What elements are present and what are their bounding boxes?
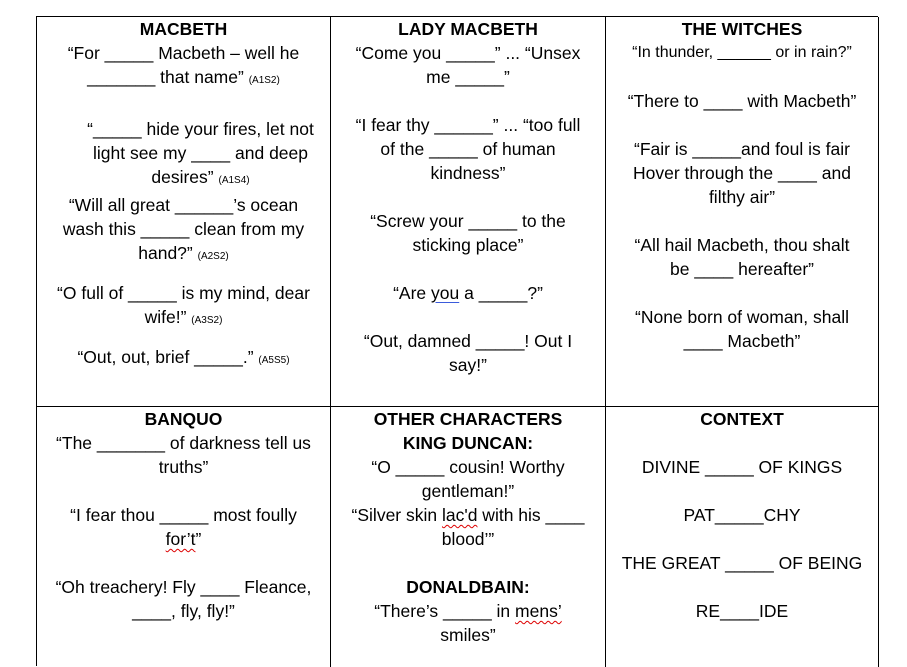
context-item-3: THE GREAT _____ OF BEING <box>621 553 863 573</box>
spellcheck-word: mens’ <box>515 601 562 621</box>
spellcheck-word: for’t <box>165 529 196 549</box>
lady-macbeth-heading: LADY MACBETH <box>398 19 538 39</box>
witches-quote-2: “There to ____ with Macbeth” <box>627 91 857 111</box>
lady-macbeth-quote-2: “I fear thy ______” ... “too full of the _____ of human kindness” <box>355 115 581 183</box>
macbeth-quote-3: “Will all great ______’s ocean wash this _____ clean from my hand?” (A2S2) <box>62 195 305 263</box>
macbeth-quote-1: “For _____ Macbeth – well he _______ that name” (A1S2) <box>67 43 300 87</box>
banquo-heading: BANQUO <box>144 409 223 429</box>
donalbain-quote-1: “There’s _____ in mens’ smiles” <box>374 601 562 645</box>
lady-macbeth-quote-4: “Are you a _____?” <box>393 283 543 303</box>
banquo-quote-1: “The _______ of darkness tell us truths” <box>56 433 311 477</box>
witches-heading: THE WITCHES <box>681 19 803 39</box>
revision-grid <box>36 16 878 666</box>
act-scene-ref: (A5S5) <box>258 355 290 366</box>
lady-macbeth-cell <box>331 17 606 407</box>
lady-macbeth-quote-1: “Come you _____” ... “Unsex me _____” <box>355 43 581 87</box>
act-scene-ref: (A1S2) <box>248 75 280 86</box>
witches-cell <box>606 17 879 407</box>
act-scene-ref: (A2S2) <box>197 251 229 262</box>
underlined-word: you <box>431 283 460 303</box>
macbeth-heading: MACBETH <box>139 19 228 39</box>
spellcheck-word: lac'd <box>441 505 478 525</box>
macbeth-cell <box>37 17 331 407</box>
act-scene-ref: (A3S2) <box>191 315 223 326</box>
donalbain-heading: DONALDBAIN: <box>406 577 530 597</box>
macbeth-quote-4: “O full of _____ is my mind, dear wife!” (A3S2) <box>57 283 310 327</box>
act-scene-ref: (A1S4) <box>218 175 250 186</box>
witches-quote-3: “Fair is _____and foul is fair Hover through the ____ and filthy air” <box>633 139 851 207</box>
context-heading: CONTEXT <box>700 409 784 429</box>
banquo-quote-2: “I fear thou _____ most foully for’t” <box>70 505 297 549</box>
context-cell <box>606 407 879 667</box>
context-item-4: RE____IDE <box>695 601 789 621</box>
context-item-1: DIVINE _____ OF KINGS <box>641 457 843 477</box>
witches-quote-5: “None born of woman, shall ____ Macbeth” <box>635 307 849 351</box>
other-characters-heading: OTHER CHARACTERS <box>373 409 563 429</box>
macbeth-quote-2: “_____ hide your fires, let not light see my ____ and deep desires” (A1S4) <box>87 119 314 187</box>
lady-macbeth-quote-5: “Out, damned _____! Out I say!” <box>363 331 573 375</box>
lady-macbeth-quote-3: “Screw your _____ to the sticking place” <box>370 211 566 255</box>
duncan-quote-1: “O _____ cousin! Worthy gentleman!” <box>371 457 565 501</box>
context-item-2: PAT_____CHY <box>683 505 801 525</box>
banquo-cell <box>37 407 331 667</box>
duncan-heading: KING DUNCAN: <box>402 433 534 453</box>
macbeth-quote-5: “Out, out, brief _____.” (A5S5) <box>77 347 290 367</box>
banquo-quote-3: “Oh treachery! Fly ____ Fleance, ____, fly, fly!” <box>55 577 312 621</box>
witches-quote-1: “In thunder, ______ or in rain?” <box>632 44 852 61</box>
duncan-quote-2: “Silver skin lac'd with his ____ blood’” <box>351 505 585 549</box>
other-characters-cell <box>331 407 606 667</box>
witches-quote-4: “All hail Macbeth, thou shalt be ____ hereafter” <box>634 235 850 279</box>
